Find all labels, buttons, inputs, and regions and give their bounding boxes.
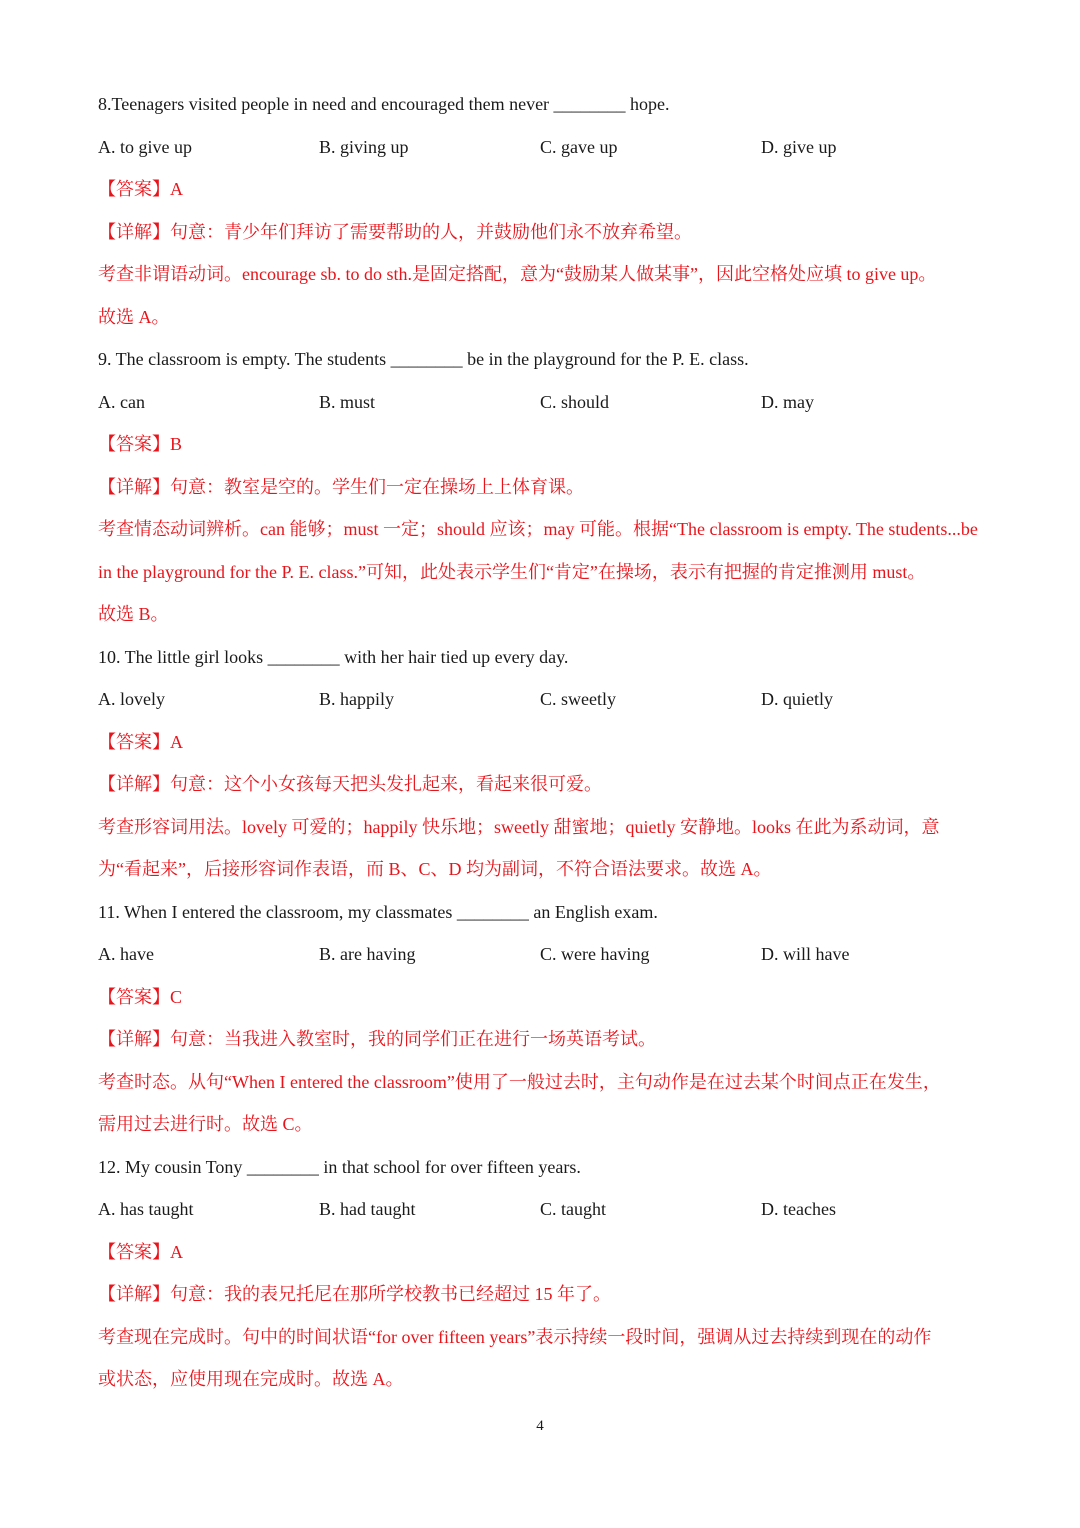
explanation-line: 【详解】句意：当我进入教室时，我的同学们正在进行一场英语考试。 (98, 1029, 656, 1049)
explanation-line: 【详解】句意：教室是空的。学生们一定在操场上上体育课。 (98, 476, 584, 497)
options-row (98, 126, 988, 169)
explanation-line: 考查形容词用法。lovely 可爱的；happily 快乐地；sweetly 甜蜜地；quietly 安静地。looks 在此为系动词，意 (98, 816, 940, 837)
option-d: D. will have (761, 944, 850, 964)
answer-line: 【答案】A (98, 179, 183, 199)
options-row (98, 933, 988, 976)
explanation-line: 【详解】句意：青少年们拜访了需要帮助的人，并鼓励他们永不放弃希望。 (98, 221, 692, 242)
option-c: C. taught (540, 1199, 606, 1219)
question-stem: 8.Teenagers visited people in need and encouraged them never ________ hope. (98, 94, 670, 114)
option-b: B. are having (319, 944, 416, 964)
explanation-line: 考查现在完成时。句中的时间状语“for over fifteen years”表示持续一段时间，强调从过去持续到现在的动作 (98, 1326, 932, 1347)
options-row (98, 1188, 988, 1231)
option-b: B. happily (319, 689, 394, 709)
option-c: C. sweetly (540, 689, 616, 709)
option-d: D. give up (761, 136, 837, 157)
option-c: C. should (540, 391, 610, 412)
option-b: B. giving up (319, 136, 409, 157)
option-d: D. may (761, 391, 814, 412)
explanation-line: in the playground for the P. E. class.”可知，此处表示学生们“肯定”在操场，表示有把握的肯定推测用 must。 (98, 561, 926, 582)
explanation-line: 考查情态动词辨析。can 能够；must 一定；should 应该；may 可能。根据“The classroom is empty. The students...be (98, 519, 978, 539)
answer-line: 【答案】A (98, 731, 183, 752)
explanation-line: 或状态，应使用现在完成时。故选 A。 (98, 1369, 404, 1389)
option-b: B. must (319, 391, 376, 412)
explanation-line: 考查时态。从句“When I entered the classroom”使用了一般过去时，主句动作是在过去某个时间点正在发生， (98, 1071, 941, 1092)
question-stem: 11. When I entered the classroom, my classmates ________ an English exam. (98, 901, 658, 922)
question-stem: 9. The classroom is empty. The students ________ be in the playground for the P. E. class. (98, 349, 749, 369)
option-a: A. has taught (98, 1199, 194, 1219)
answer-line: 【答案】A (98, 1241, 183, 1262)
option-d: D. teaches (761, 1199, 836, 1219)
option-b: B. had taught (319, 1199, 416, 1219)
question-stem: 10. The little girl looks ________ with her hair tied up every day. (98, 646, 569, 667)
explanation-line: 故选 B。 (98, 604, 169, 624)
options-row (98, 381, 988, 424)
option-c: C. were having (540, 944, 650, 964)
option-a: A. have (98, 944, 154, 964)
explanation-line: 需用过去进行时。故选 C。 (98, 1114, 313, 1134)
option-c: C. gave up (540, 136, 618, 157)
page-number: 4 (536, 1418, 544, 1434)
answer-line: 【答案】B (98, 434, 183, 454)
option-d: D. quietly (761, 689, 833, 709)
option-a: A. to give up (98, 136, 192, 157)
explanation-line: 考查非谓语动词。encourage sb. to do sth.是固定搭配，意为“鼓励某人做某事”，因此空格处应填 to give up。 (98, 264, 937, 284)
explanation-line: 【详解】句意：我的表兄托尼在那所学校教书已经超过 15 年了。 (98, 1284, 611, 1304)
explanation-line: 为“看起来”，后接形容词作表语，而 B、C、D 均为副词，不符合语法要求。故选 A。 (98, 859, 772, 879)
question-stem: 12. My cousin Tony ________ in that school for over fifteen years. (98, 1156, 581, 1177)
document-body (98, 83, 988, 1401)
option-a: A. lovely (98, 689, 165, 709)
explanation-line: 故选 A。 (98, 306, 170, 327)
explanation-line: 【详解】句意：这个小女孩每天把头发扎起来，看起来很可爱。 (98, 774, 602, 794)
answer-line: 【答案】C (98, 986, 183, 1007)
options-row (98, 678, 988, 721)
option-a: A. can (98, 391, 145, 412)
